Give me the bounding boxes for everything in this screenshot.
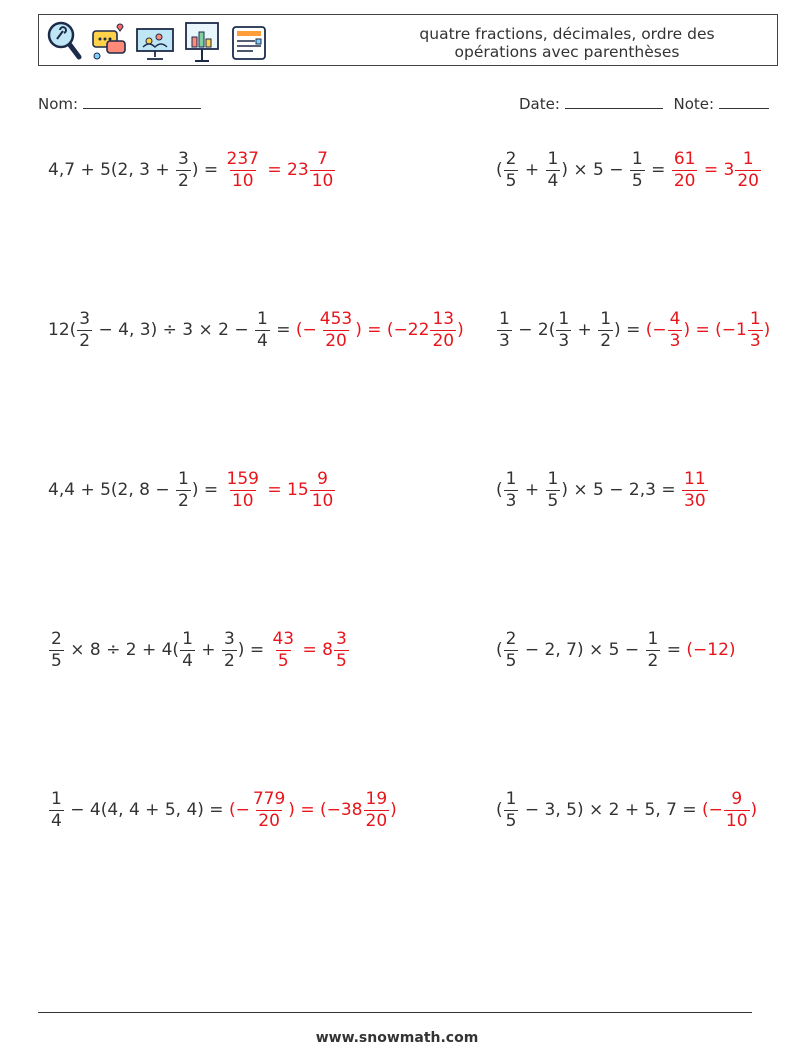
answer-text: (−	[702, 800, 723, 820]
expression-text: ) =	[191, 160, 224, 180]
numerator: 1	[742, 148, 754, 169]
denominator: 10	[231, 490, 254, 511]
answer-text: ) = (−22	[355, 320, 430, 340]
expression-text: 4,7 + 5(2, 3 +	[48, 160, 176, 180]
worksheet-title	[387, 25, 747, 61]
expression-text: +	[195, 640, 221, 660]
numerator: 3	[79, 308, 91, 329]
denominator: 20	[325, 330, 347, 351]
denominator: 3	[499, 330, 510, 351]
numerator: 1	[558, 308, 570, 329]
fraction	[646, 628, 661, 671]
answer-fraction	[364, 788, 390, 831]
expression-text: =	[661, 640, 687, 660]
fraction	[180, 628, 195, 671]
numerator: 2	[505, 628, 517, 649]
denominator: 5	[505, 170, 517, 191]
answer-fraction	[748, 308, 763, 351]
answer-text: (−	[295, 320, 317, 340]
fraction	[222, 628, 237, 671]
numerator: 9	[731, 788, 743, 809]
numerator: 7	[317, 148, 328, 169]
name-field[interactable]	[38, 94, 201, 113]
denominator: 2	[178, 490, 189, 511]
problem-4	[496, 300, 770, 360]
answer-fraction	[318, 308, 354, 351]
expression-text: − 2, 7) × 5 −	[519, 640, 645, 660]
fraction	[497, 308, 512, 351]
denominator: 20	[673, 170, 696, 191]
fraction	[255, 308, 270, 351]
expression-text: ) =	[191, 480, 224, 500]
expression-text: × 8 ÷ 2 + 4(	[64, 640, 180, 660]
answer-text: = 8	[297, 640, 333, 660]
expression-text: +	[572, 320, 598, 340]
fraction	[77, 308, 92, 351]
numerator: 43	[272, 628, 295, 649]
expression-text: ) × 5 −	[561, 160, 629, 180]
numerator: 11	[684, 468, 706, 489]
numerator: 1	[749, 308, 761, 329]
numerator: 779	[252, 788, 286, 809]
answer-fraction	[668, 308, 683, 351]
numerator: 1	[647, 628, 659, 649]
denominator: 5	[505, 650, 517, 671]
expression-text: ) × 5 − 2,3 =	[561, 480, 681, 500]
numerator: 1	[499, 308, 510, 329]
fraction	[49, 628, 64, 671]
header-icons	[45, 19, 269, 63]
problem-1	[48, 140, 336, 200]
presentation-screen-icon	[135, 19, 175, 63]
denominator: 10	[231, 170, 254, 191]
numerator: 4	[669, 308, 681, 329]
numerator: 2	[505, 148, 517, 169]
fraction	[598, 308, 613, 351]
expression-text: (	[496, 640, 503, 660]
answer-text: )	[390, 800, 397, 820]
expression-text: ) =	[237, 640, 270, 660]
denominator: 3	[749, 330, 761, 351]
fraction	[556, 308, 571, 351]
fraction	[504, 148, 519, 191]
numerator: 237	[226, 148, 259, 169]
footer-divider	[38, 1012, 752, 1013]
problem-7	[48, 620, 350, 680]
answer-text: = 23	[262, 160, 309, 180]
fraction	[176, 148, 191, 191]
answer-text: = 15	[262, 480, 309, 500]
denominator: 3	[669, 330, 681, 351]
denominator: 4	[182, 650, 193, 671]
answer-fraction	[225, 468, 261, 511]
answer-fraction	[251, 788, 287, 831]
denominator: 2	[647, 650, 659, 671]
date-label: Date:	[519, 95, 560, 113]
fraction	[176, 468, 191, 511]
answer-fraction	[310, 148, 336, 191]
expression-text: +	[519, 480, 545, 500]
expression-text: +	[519, 160, 545, 180]
expression-text: − 4, 3) ÷ 3 × 2 −	[93, 320, 255, 340]
denominator: 3	[505, 490, 517, 511]
fraction	[546, 468, 561, 511]
expression-text: (	[496, 480, 503, 500]
fraction	[504, 628, 519, 671]
answer-text: )	[457, 320, 464, 340]
denominator: 5	[336, 650, 347, 671]
numerator: 1	[505, 468, 517, 489]
numerator: 1	[505, 788, 517, 809]
answer-fraction	[310, 468, 336, 511]
answer-fraction	[225, 148, 261, 191]
answer-text: )	[763, 320, 771, 340]
numerator: 3	[178, 148, 189, 169]
score-label: Note:	[673, 95, 715, 113]
numerator: 19	[365, 788, 388, 809]
answer-text: (−	[228, 800, 250, 820]
numerator: 159	[226, 468, 259, 489]
answer-text: ) = (−1	[683, 320, 747, 340]
answer-fraction	[334, 628, 349, 671]
numerator: 1	[182, 628, 193, 649]
date-line[interactable]	[565, 94, 663, 109]
answer-fraction	[735, 148, 761, 191]
answer-text: ) = (−38	[288, 800, 363, 820]
denominator: 20	[365, 810, 388, 831]
score-line[interactable]	[719, 94, 769, 109]
expression-text: − 3, 5) × 2 + 5, 7 =	[519, 800, 703, 820]
fraction	[546, 148, 561, 191]
denominator: 10	[311, 490, 334, 511]
chat-bubbles-icon	[91, 19, 127, 63]
title-line-1: quatre fractions, décimales, ordre des	[419, 25, 715, 43]
answer-text: = 3	[698, 160, 735, 180]
numerator: 1	[257, 308, 268, 329]
problem-8	[496, 620, 736, 680]
title-line-2: opérations avec parenthèses	[454, 43, 680, 61]
expression-text: (	[496, 800, 503, 820]
denominator: 5	[277, 650, 289, 671]
answer-text: (−12)	[686, 640, 736, 660]
problem-2	[496, 140, 762, 200]
numerator: 61	[673, 148, 696, 169]
answer-fraction	[430, 308, 456, 351]
numerator: 3	[223, 628, 235, 649]
denominator: 20	[737, 170, 759, 191]
expression-text: 4,4 + 5(2, 8 −	[48, 480, 176, 500]
denominator: 5	[51, 650, 62, 671]
document-icon	[229, 19, 269, 63]
denominator: 5	[505, 810, 517, 831]
easel-chart-icon	[183, 19, 221, 63]
expression-text: − 2(	[512, 320, 556, 340]
problem-5	[48, 460, 336, 520]
denominator: 2	[79, 330, 91, 351]
date-field[interactable]	[519, 94, 769, 113]
numerator: 453	[319, 308, 353, 329]
denominator: 20	[432, 330, 455, 351]
fraction	[49, 788, 64, 831]
denominator: 2	[178, 170, 189, 191]
answer-text: )	[750, 800, 758, 820]
expression-text: ) =	[614, 320, 646, 340]
denominator: 10	[311, 170, 334, 191]
fraction	[630, 148, 645, 191]
denominator: 3	[558, 330, 570, 351]
numerator: 3	[336, 628, 347, 649]
name-label: Nom:	[38, 95, 79, 113]
answer-fraction	[724, 788, 750, 831]
expression-text: =	[645, 160, 671, 180]
header-box	[38, 14, 778, 66]
expression-text: (	[496, 160, 503, 180]
name-line[interactable]	[83, 94, 201, 109]
denominator: 10	[725, 810, 748, 831]
expression-text: 12(	[48, 320, 77, 340]
numerator: 2	[51, 628, 62, 649]
denominator: 2	[600, 330, 612, 351]
numerator: 13	[432, 308, 455, 329]
denominator: 4	[51, 810, 62, 831]
denominator: 30	[684, 490, 706, 511]
denominator: 20	[258, 810, 280, 831]
expression-text: =	[270, 320, 296, 340]
answer-text: (−	[645, 320, 667, 340]
denominator: 5	[631, 170, 643, 191]
magnifier-icon	[45, 19, 83, 63]
denominator: 4	[547, 170, 559, 191]
numerator: 1	[178, 468, 189, 489]
numerator: 1	[51, 788, 62, 809]
footer-url[interactable]: www.snowmath.com	[315, 1030, 479, 1046]
answer-fraction	[672, 148, 698, 191]
denominator: 5	[547, 490, 559, 511]
fraction	[504, 788, 519, 831]
denominator: 4	[257, 330, 268, 351]
answer-fraction	[682, 468, 708, 511]
numerator: 1	[547, 148, 559, 169]
fraction	[504, 468, 519, 511]
expression-text: − 4(4, 4 + 5, 4) =	[64, 800, 229, 820]
numerator: 9	[317, 468, 328, 489]
problem-6	[496, 460, 709, 520]
numerator: 1	[631, 148, 643, 169]
problem-10	[496, 780, 757, 840]
problem-9	[48, 780, 397, 840]
answer-fraction	[270, 628, 296, 671]
numerator: 1	[600, 308, 612, 329]
problem-3	[48, 300, 464, 360]
denominator: 2	[223, 650, 235, 671]
numerator: 1	[547, 468, 559, 489]
